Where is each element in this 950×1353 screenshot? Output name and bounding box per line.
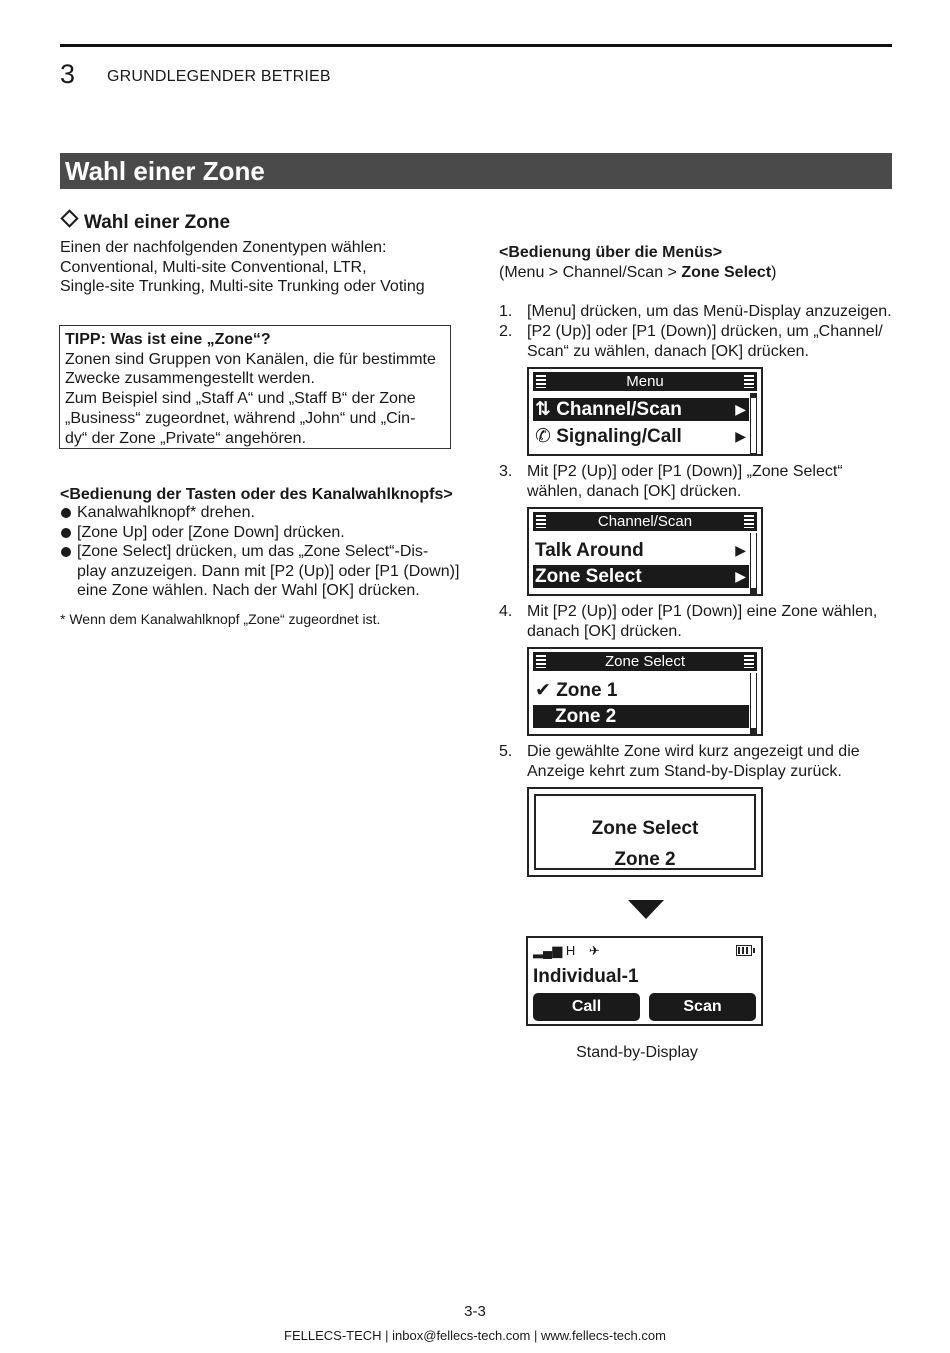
- footer-contact: FELLECS-TECH | inbox@fellecs-tech.com | www.fellecs-tech.com: [284, 1328, 666, 1343]
- tip-line: Zwecke zusammengestellt werden.: [65, 370, 315, 388]
- updown-arrows-icon: ⇅: [535, 399, 551, 420]
- keys-bullet-list: [60, 503, 460, 601]
- section-title: Wahl einer Zone: [65, 156, 265, 186]
- list-item-line: eine Zone wählen. Nach der Wahl [OK] drücken.: [77, 582, 420, 599]
- scroll-thumb: [751, 588, 756, 593]
- list-icon: [744, 375, 754, 388]
- down-triangle-icon: [628, 900, 664, 919]
- footnote: * Wenn dem Kanalwahlknopf „Zone“ zugeordnet ist.: [60, 611, 381, 627]
- list-icon: [744, 655, 754, 668]
- intro-line: Single-site Trunking, Multi-site Trunking oder Voting: [60, 278, 425, 295]
- lcd-header: [533, 372, 757, 391]
- step-number: 4.: [499, 603, 513, 620]
- lcd-header-text: Menu: [626, 373, 664, 390]
- lcd-zone-select: [527, 647, 763, 736]
- arrow-right-icon: ▶: [735, 401, 746, 417]
- checkmark-icon: ✔: [535, 680, 551, 701]
- status-icons: [533, 943, 600, 959]
- step-number: 2.: [499, 323, 513, 340]
- step-line: danach [OK] drücken.: [527, 622, 682, 640]
- arrow-right-icon: ▶: [735, 568, 746, 584]
- lcd-row-label: [535, 425, 682, 448]
- scrollbar: [750, 393, 757, 454]
- step-3: [499, 462, 899, 501]
- list-icon: [744, 515, 754, 528]
- lcd-row-selected: [533, 565, 749, 588]
- lcd-row-selected: [533, 398, 749, 421]
- list-item-line: [Zone Select] drücken, um das „Zone Select“-Dis-: [77, 543, 429, 560]
- lcd-row-text: Zone 1: [556, 680, 618, 701]
- step-line: Die gewählte Zone wird kurz angezeigt und die: [527, 743, 860, 760]
- list-icon: [536, 655, 546, 668]
- menu-path-prefix: (Menu > Channel/Scan >: [499, 264, 682, 281]
- message-line: Zone 2: [614, 849, 676, 870]
- scroll-thumb: [751, 728, 756, 733]
- lcd-row: [533, 679, 749, 702]
- tip-title: TIPP: Was ist eine „Zone“?: [65, 331, 271, 348]
- list-item: [Zone Up] oder [Zone Down] drücken.: [60, 523, 460, 543]
- top-rule: [60, 44, 892, 47]
- step-number: 1.: [499, 303, 513, 320]
- message-frame: [534, 794, 756, 870]
- phone-handset-icon: ✆: [535, 426, 551, 447]
- signal-icon: ▂▄▆: [533, 943, 563, 958]
- chapter-title: GRUNDLEGENDER BETRIEB: [107, 68, 331, 85]
- plane-icon: ✈: [588, 943, 600, 958]
- step-line: [P2 (Up)] oder [P1 (Down)] drücken, um „Channel/: [527, 323, 883, 340]
- scrollbar: [750, 673, 757, 734]
- lcd-row: [533, 539, 749, 562]
- step-number: 5.: [499, 743, 513, 760]
- step-line: Anzeige kehrt zum Stand-by-Display zurück.: [527, 762, 842, 780]
- lcd-zone-message: [527, 787, 763, 877]
- step-number: 3.: [499, 463, 513, 480]
- arrow-right-icon: ▶: [735, 428, 746, 444]
- menu-path-suffix: ): [771, 264, 777, 281]
- step-5: [499, 742, 899, 781]
- lcd-row-label: Talk Around: [535, 540, 644, 561]
- step-line: Scan“ zu wählen, danach [OK] drücken.: [527, 342, 809, 360]
- lcd-menu: [527, 367, 763, 456]
- list-item-line: play anzuzeigen. Dann mit [P2 (Up)] oder [P1 (Down)]: [77, 562, 460, 580]
- list-item: Kanalwahlknopf* drehen.: [60, 503, 460, 523]
- lcd-row-text: Signaling/Call: [556, 426, 682, 447]
- step-4: [499, 602, 899, 641]
- message-line: Zone Select: [591, 818, 699, 839]
- lcd-row-text: Channel/Scan: [556, 399, 682, 420]
- diamond-icon: [60, 209, 78, 227]
- list-icon: [536, 515, 546, 528]
- lcd-header-text: Channel/Scan: [597, 513, 693, 530]
- intro-line: Conventional, Multi-site Conventional, LTR,: [60, 258, 367, 276]
- tip-line: dy“ der Zone „Private“ angehören.: [65, 429, 307, 447]
- lcd-row-label: Zone 2: [555, 706, 617, 727]
- lcd-row: [533, 425, 749, 448]
- standby-caption: Stand-by-Display: [576, 1044, 698, 1061]
- chapter-number: 3: [60, 59, 76, 89]
- step-2: [499, 322, 899, 361]
- lcd-header: [533, 652, 757, 671]
- menu-path-bold: Zone Select: [681, 264, 772, 281]
- channel-name: Individual-1: [533, 966, 639, 987]
- sub-heading: [60, 211, 230, 235]
- menu-heading: <Bedienung über die Menüs>: [499, 244, 723, 261]
- lcd-header: [533, 512, 757, 531]
- tip-line: „Business“ zugeordnet, während „John“ und „Cin-: [65, 409, 416, 427]
- list-icon: [536, 375, 546, 388]
- step-line: wählen, danach [OK] drücken.: [527, 482, 742, 500]
- step-1: [499, 302, 899, 322]
- sub-heading-text: Wahl einer Zone: [84, 212, 231, 233]
- step-line: Mit [P2 (Up)] oder [P1 (Down)] eine Zone wählen,: [527, 603, 878, 620]
- call-softkey: Call: [533, 993, 640, 1021]
- keys-heading: <Bedienung der Tasten oder des Kanalwahlknopfs>: [60, 486, 453, 503]
- lcd-channel-scan: [527, 507, 763, 596]
- power-level: H: [565, 943, 576, 958]
- page-number: 3-3: [464, 1303, 486, 1320]
- scan-softkey: Scan: [649, 993, 756, 1021]
- tip-line: Zonen sind Gruppen von Kanälen, die für bestimmte: [65, 350, 436, 368]
- tip-line: Zum Beispiel sind „Staff A“ und „Staff B“ der Zone: [65, 390, 416, 408]
- arrow-right-icon: ▶: [735, 542, 746, 558]
- battery-icon: [736, 945, 752, 956]
- section-title-bar: [60, 153, 892, 189]
- menu-path: [499, 263, 776, 283]
- list-item: [60, 542, 460, 601]
- tip-box: [59, 325, 451, 449]
- scrollbar: [750, 533, 757, 594]
- intro-text: [60, 238, 455, 297]
- lcd-row-label: [535, 398, 682, 421]
- lcd-standby: [526, 936, 763, 1026]
- lcd-row-selected: [533, 705, 749, 728]
- lcd-row-label: Zone Select: [535, 566, 642, 587]
- lcd-header-text: Zone Select: [604, 653, 686, 670]
- lcd-row-label: [535, 679, 617, 702]
- intro-line: Einen der nachfolgenden Zonentypen wählen:: [60, 239, 387, 256]
- scroll-thumb: [751, 393, 756, 398]
- step-line: [Menu] drücken, um das Menü-Display anzuzeigen.: [527, 303, 892, 320]
- step-line: Mit [P2 (Up)] oder [P1 (Down)] „Zone Select“: [527, 463, 843, 480]
